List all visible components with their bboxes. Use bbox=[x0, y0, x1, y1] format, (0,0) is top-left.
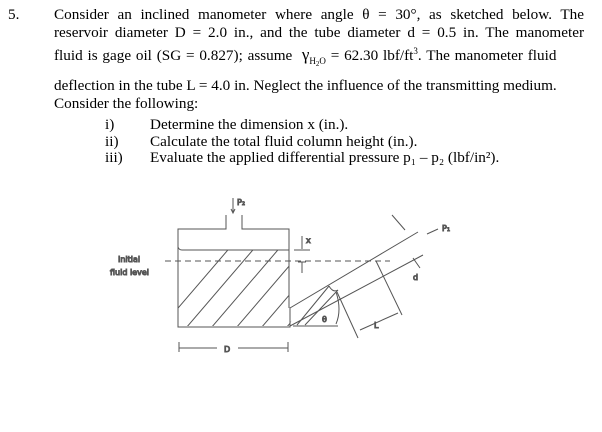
fluid-hatching bbox=[125, 230, 420, 370]
theta-arc bbox=[336, 292, 339, 324]
theta-label: θ bbox=[322, 315, 327, 324]
two-sub: 2 bbox=[315, 60, 320, 69]
p1-label: P₁ bbox=[442, 224, 451, 233]
statement-text: . The manometer fluid bbox=[417, 47, 557, 65]
task-text: Calculate the total fluid column height (in.). bbox=[150, 132, 418, 150]
l-dim-line bbox=[360, 313, 398, 330]
statement-line: Consider the following: bbox=[54, 95, 199, 113]
p1-arrow bbox=[427, 229, 438, 234]
task-text: Determine the dimension x (in.). bbox=[150, 116, 349, 133]
task-label: ii) bbox=[105, 132, 119, 150]
h-sub: H bbox=[309, 56, 316, 67]
x-arrow-bottom bbox=[298, 262, 306, 273]
p2-label: P₂ bbox=[237, 198, 246, 207]
statement-line: deflection in the tube L = 4.0 in. Neglect the influence of the transmitting medium. bbox=[54, 77, 557, 95]
d-label: d bbox=[413, 273, 419, 282]
fluid-surface bbox=[178, 247, 289, 250]
statement-line: reservoir diameter D = 2.0 in., and the tube diameter d = 0.5 in. The manometer bbox=[54, 24, 584, 41]
x-label: x bbox=[306, 236, 311, 245]
statement-text: fluid is gage oil (SG = 0.827); assume bbox=[54, 47, 293, 65]
problem-number: 5. bbox=[8, 6, 20, 23]
l-label: L bbox=[374, 321, 379, 330]
D-label: D bbox=[224, 345, 231, 354]
task-label: iii) bbox=[105, 149, 123, 166]
gamma-symbol: γ bbox=[301, 45, 310, 65]
statement-text: = 62.30 lbf/ft bbox=[330, 47, 414, 65]
D-dim-line bbox=[179, 342, 288, 352]
fluid-level-label: fluid level bbox=[110, 268, 149, 277]
cube-sup: 3 bbox=[413, 46, 418, 56]
initial-label: Initial bbox=[118, 255, 141, 264]
d-dim-line bbox=[413, 258, 420, 268]
statement-line: Consider an inclined manometer where angle θ = 30°, as sketched below. The bbox=[54, 6, 584, 23]
l-extension bbox=[376, 261, 402, 315]
d-dim-line bbox=[392, 215, 405, 230]
o-sub: O bbox=[319, 56, 326, 67]
reservoir-outline bbox=[178, 215, 423, 327]
task-text: Evaluate the applied differential pressure p₁ – p₂ (lbf/in²). bbox=[150, 149, 500, 166]
task-label: i) bbox=[105, 116, 115, 133]
l-extension bbox=[337, 292, 358, 338]
